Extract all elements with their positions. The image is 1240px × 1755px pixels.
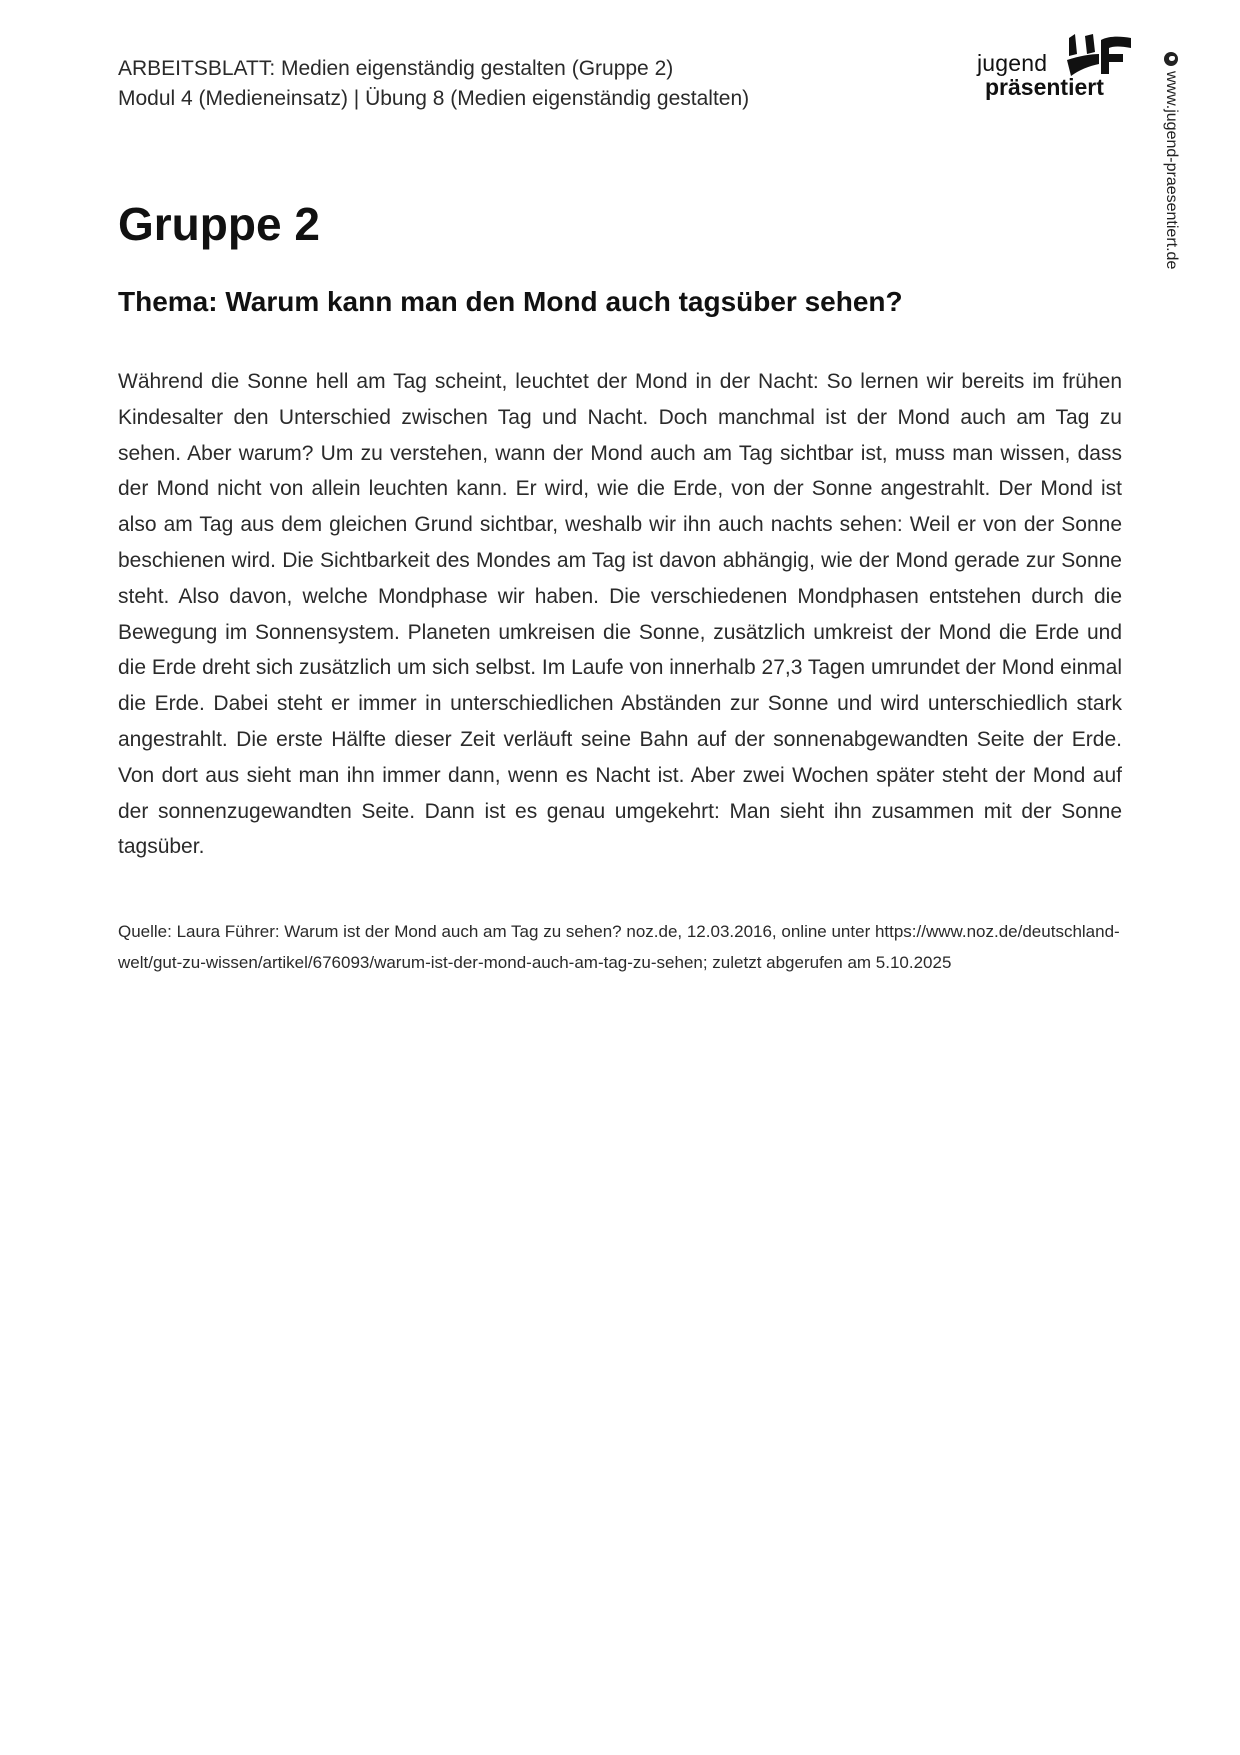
header-line-module: Modul 4 (Medieneinsatz) | Übung 8 (Medien eigenständig gestalten) — [118, 87, 750, 110]
page-title: Gruppe 2 — [118, 198, 320, 250]
globe-icon — [1164, 52, 1178, 66]
jugend-praesentiert-logo — [975, 32, 1135, 104]
header-line-worksheet: ARBEITSBLATT: Medien eigenständig gestalten (Gruppe 2) — [118, 57, 674, 80]
logo-mark-icon — [1065, 32, 1133, 78]
website-url[interactable]: www.jugend-praesentiert.de — [1163, 71, 1180, 270]
logo-word-jugend: jugend — [977, 50, 1048, 76]
side-website — [1160, 52, 1182, 292]
article-text: Während die Sonne hell am Tag scheint, leuchtet der Mond in der Nacht: So lernen wir bereits im frühen Kindesalter den Unterschied zwischen Tag und Nacht. Doch manchmal ist der Mond auch am Tag zu sehen. Aber warum? Um zu verstehen, wann der Mond auch am Tag sichtbar ist, muss man wissen, dass der Mond nicht von allein leuchten kann. Er wird, wie die Erde, von der Sonne angestrahlt. Der Mond ist also am Tag aus dem gleichen Grund sichtbar, weshalb wir ihn auch nachts sehen: Weil er von der Sonne beschienen wird. Die Sichtbarkeit des Mondes am Tag ist davon abhängig, wie der Mond gerade zur Sonne steht. Also davon, welche Mondphase wir haben. Die verschiedenen Mondphasen entstehen durch die Bewegung im Sonnensystem. Planeten umkreisen die Sonne, zusätzlich umkreist der Mond die Erde und die Erde dreht sich zusätzlich um sich selbst. Im Laufe von innerhalb 27,3 Tagen umrundet der Mond einmal die Erde. Dabei steht er immer in unterschiedlichen Abständen zur Sonne und wird unterschiedlich stark angestrahlt. Die erste Hälfte dieser Zeit verläuft seine Bahn auf der sonnenabgewandten Seite der Erde. Von dort aus sieht man ihn immer dann, wenn es Nacht ist. Aber zwei Wochen später steht der Mond auf der sonnenzugewandten Seite. Dann ist es genau umgekehrt: Man sieht ihn zusammen mit der Sonne tagsüber. — [118, 370, 1122, 859]
logo-word-praesentiert: präsentiert — [985, 74, 1104, 100]
document-header — [118, 54, 838, 114]
source-citation: Quelle: Laura Führer: Warum ist der Mond auch am Tag zu sehen? noz.de, 12.03.2016, online unter https://www.noz.de/deutschland-welt/gut-zu-wissen/artikel/676093/warum-ist-der-mond-auch-am-tag-zu-sehen; zuletzt abgerufen am 5.10.2025 — [118, 922, 1120, 972]
topic-heading: Thema: Warum kann man den Mond auch tagsüber sehen? — [118, 286, 903, 317]
